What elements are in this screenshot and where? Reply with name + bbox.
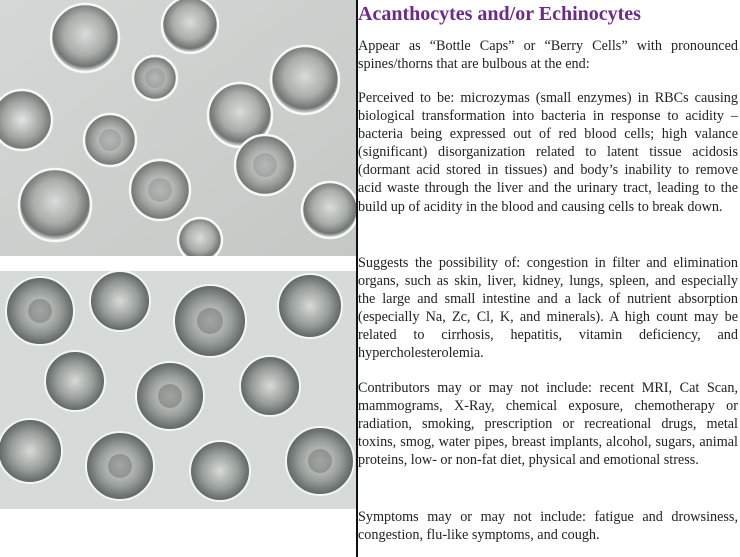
micrograph-top: [0, 0, 356, 256]
paragraph-contributors: Contributors may or may not include: recent MRI, Cat Scan, mammograms, X-Ray, chemical exposure, chemotherapy or radiation, smoking, prescription or recreational drugs, metal toxins, smog, water pipes, breast implants, alcohol, sugars, animal proteins, low- or non-fat diet, physical and emotional stress.: [358, 380, 738, 469]
paragraph-suggests: Suggests the possibility of: congestion in filter and elimination organs, such as skin, liver, kidney, lungs, spleen, and especially the large and small intestine and a lack of nutrient absorption (especially Na, Zc, Cl, K, and minerals). A high count may be related to cirrhosis, hepatitis, vitamin deficiency, and hypercholesterolemia.: [358, 255, 738, 362]
micrograph-top-image: [0, 0, 356, 256]
page-title: Acanthocytes and/or Echinocytes: [358, 3, 641, 25]
paragraph-appearance: Appear as “Bottle Caps” or “Berry Cells” with pronounced spines/thorns that are bulbous at the end:: [358, 38, 738, 73]
text-column: [358, 0, 738, 557]
micrograph-bottom-image: [0, 271, 356, 509]
paragraph-symptoms: Symptoms may or may not include: fatigue and drowsiness, congestion, flu-like symptoms, and cough.: [358, 509, 738, 544]
micrograph-bottom: [0, 271, 356, 509]
paragraph-perceived: Perceived to be: microzymas (small enzymes) in RBCs causing biological transformation into bacteria in response to acidity – bacteria being expressed out of red blood cells; high valance (significant) disorganization related to latent tissue acidosis (dormant acid stored in tissues) and body’s inability to remove acid waste through the liver and the urinary tract, leading to the build up of acidity in the blood and causing cells to break down.: [358, 90, 738, 215]
